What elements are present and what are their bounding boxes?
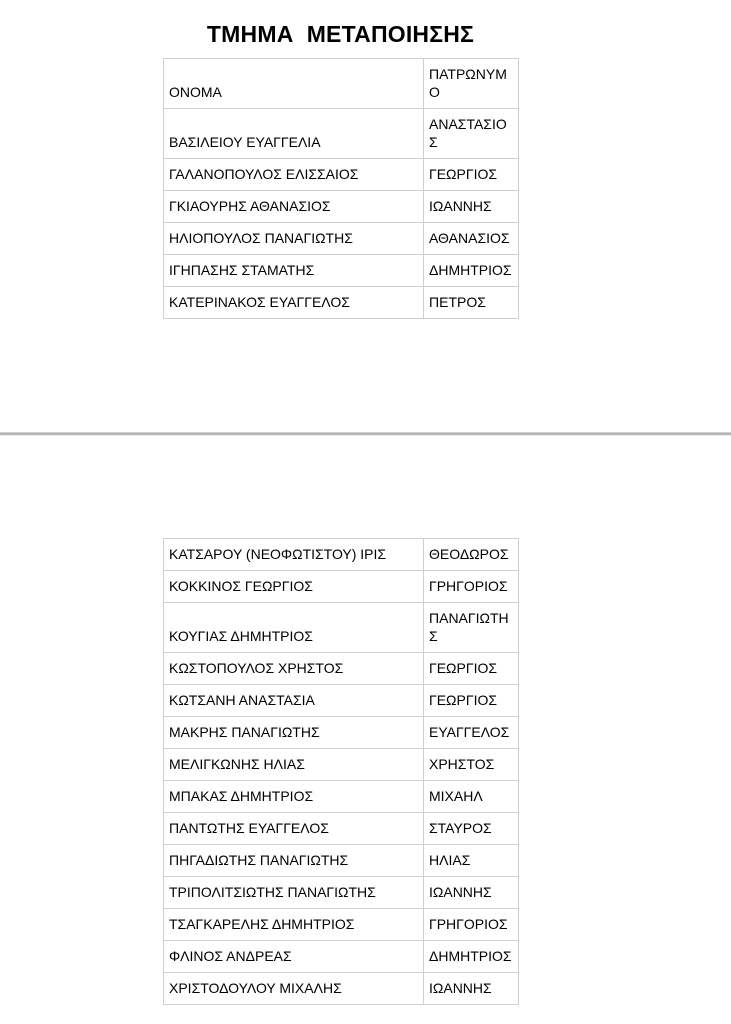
name-cell: ΙΓΗΠΑΣΗΣ ΣΤΑΜΑΤΗΣ <box>164 255 424 287</box>
table-row <box>164 287 519 319</box>
page2-content <box>163 538 518 1005</box>
column-header-patronymic: ΠΑΤΡΩΝΥΜΟ <box>424 59 519 109</box>
table-row <box>164 877 519 909</box>
patronymic-cell: ΓΕΩΡΓΙΟΣ <box>424 685 519 717</box>
patronymic-cell: ΕΥΑΓΓΕΛΟΣ <box>424 717 519 749</box>
table-row <box>164 717 519 749</box>
patronymic-cell: ΙΩΑΝΝΗΣ <box>424 191 519 223</box>
patronymic-cell: ΑΝΑΣΤΑΣΙΟΣ <box>424 109 519 159</box>
name-cell: ΚΩΣΤΟΠΟΥΛΟΣ ΧΡΗΣΤΟΣ <box>164 653 424 685</box>
name-cell: ΓΑΛΑΝΟΠΟΥΛΟΣ ΕΛΙΣΣΑΙΟΣ <box>164 159 424 191</box>
table-row <box>164 909 519 941</box>
table-row <box>164 571 519 603</box>
patronymic-cell: ΘΕΟΔΩΡΟΣ <box>424 539 519 571</box>
name-cell: ΜΑΚΡΗΣ ΠΑΝΑΓΙΩΤΗΣ <box>164 717 424 749</box>
patronymic-cell: ΓΕΩΡΓΙΟΣ <box>424 159 519 191</box>
name-cell: ΤΡΙΠΟΛΙΤΣΙΩΤΗΣ ΠΑΝΑΓΙΩΤΗΣ <box>164 877 424 909</box>
patronymic-cell: ΙΩΑΝΝΗΣ <box>424 973 519 1005</box>
patronymic-cell: ΠΕΤΡΟΣ <box>424 287 519 319</box>
table-row <box>164 159 519 191</box>
page-break-divider <box>0 432 731 436</box>
table-row <box>164 845 519 877</box>
table-row <box>164 813 519 845</box>
patronymic-cell: ΠΑΝΑΓΙΩΤΗΣ <box>424 603 519 653</box>
name-cell: ΚΑΤΕΡΙΝΑΚΟΣ ΕΥΑΓΓΕΛΟΣ <box>164 287 424 319</box>
name-cell: ΓΚΙΑΟΥΡΗΣ ΑΘΑΝΑΣΙΟΣ <box>164 191 424 223</box>
name-cell: ΗΛΙΟΠΟΥΛΟΣ ΠΑΝΑΓΙΩΤΗΣ <box>164 223 424 255</box>
name-cell: ΜΕΛΙΓΚΩΝΗΣ ΗΛΙΑΣ <box>164 749 424 781</box>
name-cell: ΤΣΑΓΚΑΡΕΛΗΣ ΔΗΜΗΤΡΙΟΣ <box>164 909 424 941</box>
table-row <box>164 941 519 973</box>
column-header-name: ΟΝΟΜΑ <box>164 59 424 109</box>
name-cell: ΠΑΝΤΩΤΗΣ ΕΥΑΓΓΕΛΟΣ <box>164 813 424 845</box>
table-row <box>164 191 519 223</box>
patronymic-cell: ΙΩΑΝΝΗΣ <box>424 877 519 909</box>
table-row <box>164 973 519 1005</box>
patronymic-cell: ΓΡΗΓΟΡΙΟΣ <box>424 909 519 941</box>
patronymic-cell: ΓΡΗΓΟΡΙΟΣ <box>424 571 519 603</box>
name-cell: ΚΑΤΣΑΡΟΥ (ΝΕΟΦΩΤΙΣΤΟΥ) ΙΡΙΣ <box>164 539 424 571</box>
name-cell: ΚΟΥΓΙΑΣ ΔΗΜΗΤΡΙΟΣ <box>164 603 424 653</box>
patronymic-cell: ΑΘΑΝΑΣΙΟΣ <box>424 223 519 255</box>
table-row <box>164 255 519 287</box>
roster-table-page1 <box>163 58 519 319</box>
name-cell: ΒΑΣΙΛΕΙΟΥ ΕΥΑΓΓΕΛΙΑ <box>164 109 424 159</box>
name-cell: ΧΡΙΣΤΟΔΟΥΛΟΥ ΜΙΧΑΛΗΣ <box>164 973 424 1005</box>
table-row <box>164 539 519 571</box>
name-cell: ΚΟΚΚΙΝΟΣ ΓΕΩΡΓΙΟΣ <box>164 571 424 603</box>
table-header-row <box>164 59 519 109</box>
patronymic-cell: ΗΛΙΑΣ <box>424 845 519 877</box>
name-cell: ΦΛΙΝΟΣ ΑΝΔΡΕΑΣ <box>164 941 424 973</box>
table-row <box>164 223 519 255</box>
roster-table-page2 <box>163 538 519 1005</box>
patronymic-cell: ΜΙΧΑΗΛ <box>424 781 519 813</box>
table-row <box>164 749 519 781</box>
name-cell: ΚΩΤΣΑΝΗ ΑΝΑΣΤΑΣΙΑ <box>164 685 424 717</box>
patronymic-cell: ΣΤΑΥΡΟΣ <box>424 813 519 845</box>
table-row <box>164 685 519 717</box>
patronymic-cell: ΧΡΗΣΤΟΣ <box>424 749 519 781</box>
name-cell: ΜΠΑΚΑΣ ΔΗΜΗΤΡΙΟΣ <box>164 781 424 813</box>
patronymic-cell: ΔΗΜΗΤΡΙΟΣ <box>424 941 519 973</box>
table-row <box>164 109 519 159</box>
page1-content <box>163 0 518 319</box>
page-title: ΤΜΗΜΑ ΜΕΤΑΠΟΙΗΣΗΣ <box>206 21 475 47</box>
table-row <box>164 653 519 685</box>
table-row <box>164 603 519 653</box>
name-cell: ΠΗΓΑΔΙΩΤΗΣ ΠΑΝΑΓΙΩΤΗΣ <box>164 845 424 877</box>
patronymic-cell: ΔΗΜΗΤΡΙΟΣ <box>424 255 519 287</box>
table-row <box>164 781 519 813</box>
patronymic-cell: ΓΕΩΡΓΙΟΣ <box>424 653 519 685</box>
